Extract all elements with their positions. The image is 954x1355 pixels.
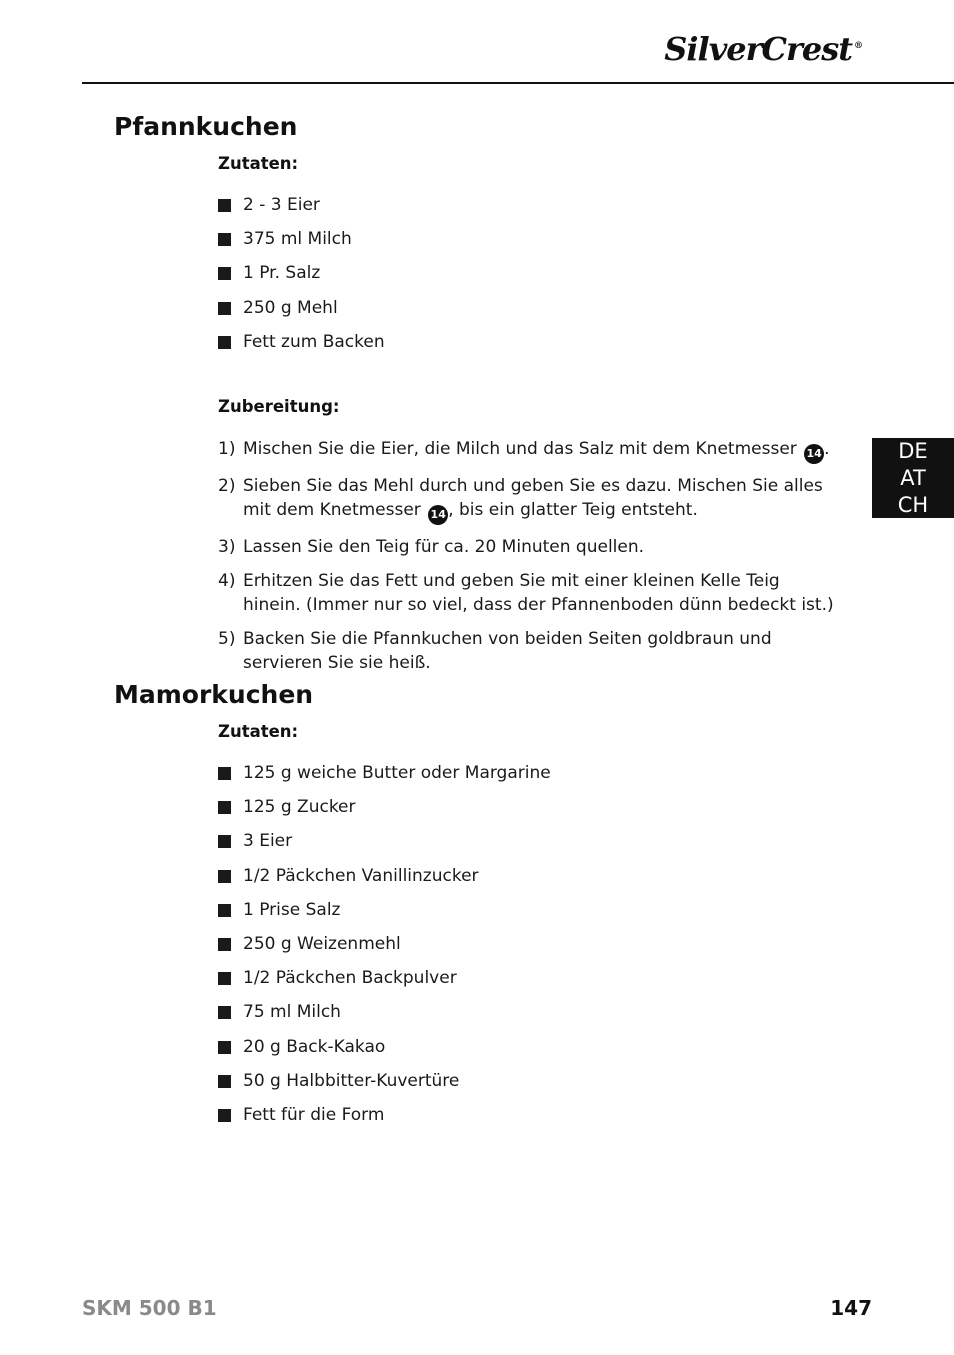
- square-bullet-icon: [218, 1041, 231, 1054]
- square-bullet-icon: [218, 904, 231, 917]
- square-bullet-icon: [218, 1006, 231, 1019]
- step-item: [218, 627, 838, 675]
- square-bullet-icon: [218, 1075, 231, 1088]
- ingredient-text: 20 g Back-Kakao: [243, 1036, 386, 1057]
- list-item: [218, 1035, 838, 1069]
- language-code-at: AT: [900, 466, 926, 490]
- list-item: [218, 898, 838, 932]
- step-item: [218, 437, 838, 464]
- preparation-steps: [218, 437, 838, 685]
- list-item: [218, 761, 838, 795]
- brand-logo: [664, 30, 862, 68]
- step-item: [218, 569, 838, 617]
- square-bullet-icon: [218, 938, 231, 951]
- ingredient-text: 2 - 3 Eier: [243, 195, 320, 215]
- square-bullet-icon: [218, 302, 231, 315]
- ingredients-list-1: [218, 193, 838, 364]
- ingredient-text: Fett für die Form: [243, 1104, 385, 1125]
- step-number: 3): [218, 537, 236, 557]
- ingredient-text: 375 ml Milch: [243, 229, 352, 250]
- list-item: [218, 1000, 838, 1034]
- ingredient-text: 1/2 Päckchen Backpulver: [243, 968, 457, 989]
- ingredient-text: 3 Eier: [243, 831, 293, 852]
- language-code-ch: CH: [897, 493, 929, 517]
- reference-number-icon: 14: [428, 505, 448, 525]
- list-item: [218, 829, 838, 863]
- square-bullet-icon: [218, 767, 231, 780]
- ingredients-heading-1: Zutaten:: [218, 154, 299, 173]
- list-item: [218, 296, 838, 330]
- step-text: Lassen Sie den Teig für ca. 20 Minuten quellen.: [243, 537, 645, 557]
- ingredient-text: 250 g Mehl: [243, 297, 338, 318]
- step-number: 2): [218, 476, 236, 496]
- list-item: [218, 227, 838, 261]
- step-text: Mischen Sie die Eier, die Milch und das Salz mit dem Knetmesser 14 .: [243, 437, 830, 464]
- list-item: [218, 966, 838, 1000]
- step-text: Sieben Sie das Mehl durch und geben Sie es dazu. Mischen Sie alles mit dem Knetmesser 14 , bis ein glatter Teig entsteht.: [243, 474, 838, 525]
- language-tab: [872, 438, 954, 518]
- square-bullet-icon: [218, 336, 231, 349]
- section-title-pfannkuchen: Pfannkuchen: [114, 112, 298, 141]
- square-bullet-icon: [218, 267, 231, 280]
- list-item: [218, 795, 838, 829]
- header-rule: [82, 82, 954, 84]
- step-item: [218, 474, 838, 525]
- step-text: Erhitzen Sie das Fett und geben Sie mit einer kleinen Kelle Teig hinein. (Immer nur so viel, dass der Pfannenboden dünn bedeckt ist.): [243, 571, 834, 615]
- square-bullet-icon: [218, 199, 231, 212]
- square-bullet-icon: [218, 1109, 231, 1122]
- ingredients-list-2: [218, 761, 838, 1137]
- ingredient-text: Fett zum Backen: [243, 331, 385, 352]
- page-number: 147: [830, 1296, 872, 1320]
- ingredient-text: 1 Prise Salz: [243, 899, 341, 920]
- list-item: [218, 330, 838, 364]
- language-code-de: DE: [898, 439, 928, 463]
- ingredient-text: 125 g weiche Butter oder Margarine: [243, 763, 551, 783]
- ingredient-text: 250 g Weizenmehl: [243, 933, 401, 954]
- ingredient-text: 1/2 Päckchen Vanillinzucker: [243, 865, 479, 886]
- list-item: [218, 261, 838, 295]
- registered-mark: ®: [854, 41, 862, 52]
- ingredients-heading-2: Zutaten:: [218, 722, 299, 741]
- brand-name: SilverCrest: [664, 30, 852, 68]
- list-item: [218, 864, 838, 898]
- ingredient-text: 75 ml Milch: [243, 1002, 341, 1023]
- list-item: [218, 1103, 838, 1137]
- step-number: 1): [218, 439, 236, 459]
- section-title-mamorkuchen: Mamorkuchen: [114, 680, 314, 709]
- preparation-heading: Zubereitung:: [218, 397, 340, 416]
- step-text: Backen Sie die Pfannkuchen von beiden Seiten goldbraun und servieren Sie sie heiß.: [243, 629, 772, 673]
- step-number: 4): [218, 571, 236, 591]
- square-bullet-icon: [218, 870, 231, 883]
- square-bullet-icon: [218, 835, 231, 848]
- ingredient-text: 50 g Halbbitter-Kuvertüre: [243, 1070, 460, 1091]
- ingredient-text: 1 Pr. Salz: [243, 263, 321, 284]
- square-bullet-icon: [218, 233, 231, 246]
- step-item: [218, 535, 838, 559]
- list-item: [218, 932, 838, 966]
- list-item: [218, 193, 838, 227]
- step-number: 5): [218, 629, 236, 649]
- reference-number-icon: 14: [804, 444, 824, 464]
- footer-model: SKM 500 B1: [82, 1296, 217, 1320]
- list-item: [218, 1069, 838, 1103]
- square-bullet-icon: [218, 801, 231, 814]
- ingredient-text: 125 g Zucker: [243, 797, 356, 818]
- square-bullet-icon: [218, 972, 231, 985]
